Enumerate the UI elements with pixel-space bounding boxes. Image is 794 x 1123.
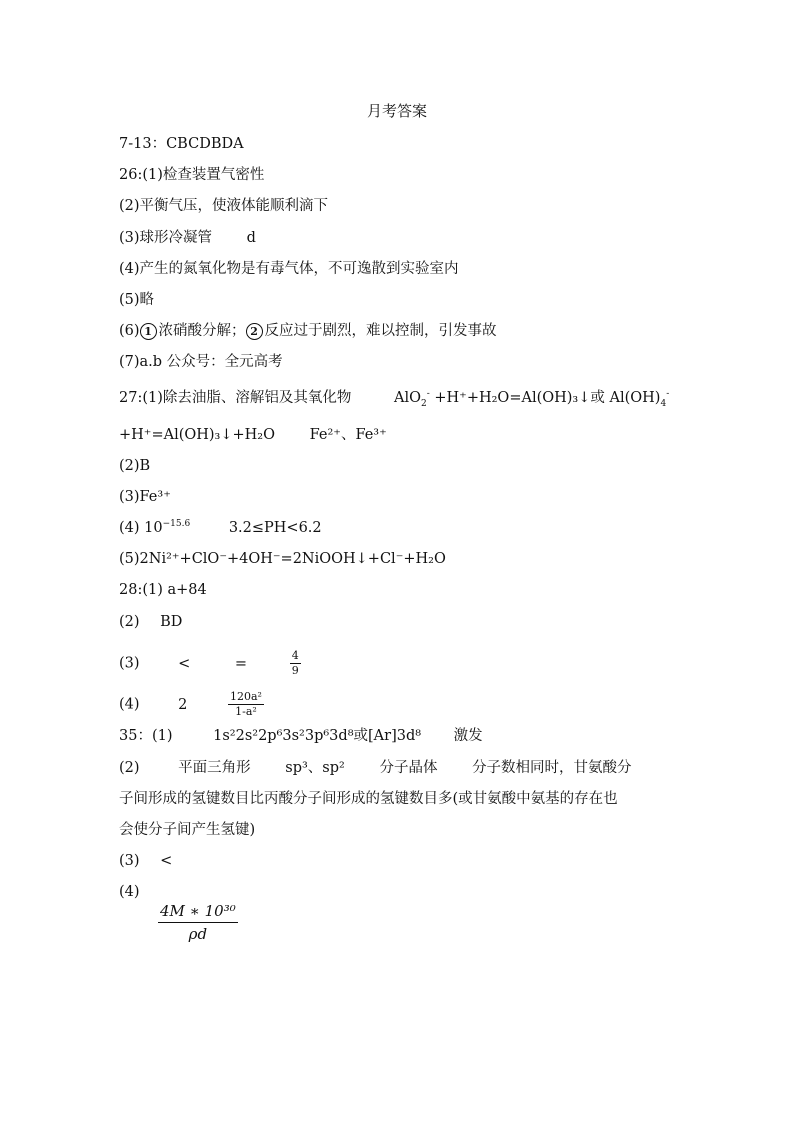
q35-2-hybridization: sp³、sp² bbox=[285, 760, 345, 776]
fraction-numerator: 4 bbox=[291, 649, 299, 662]
q35-2-explanation: 分子数相同时，甘氨酸分 bbox=[472, 760, 632, 776]
q35-line2 bbox=[119, 758, 632, 778]
q28-line2 bbox=[119, 612, 182, 632]
q27-line5 bbox=[119, 518, 322, 538]
q27-4-ph-range: 3.2≤PH<6.2 bbox=[228, 520, 322, 536]
q26-line2: (2)平衡气压，使液体能顺利滴下 bbox=[119, 198, 329, 214]
q28-line3 bbox=[119, 649, 301, 678]
q27-line2 bbox=[119, 425, 387, 445]
q35-2-crystal-type: 分子晶体 bbox=[379, 760, 438, 776]
q26-line7: (7)a.b 公众号：全元高考 bbox=[119, 354, 283, 370]
q28-3-fraction bbox=[290, 649, 301, 678]
q27-1-eq2: +H⁺=Al(OH)₃↓+H₂O bbox=[119, 427, 276, 443]
q28-3-label: (3) bbox=[119, 655, 140, 672]
q28-4-label: (4) bbox=[119, 696, 140, 713]
q35-3-label: (3) bbox=[119, 853, 140, 869]
q26-line4: (4)产生的氮氧化物是有毒气体，不可逸散到实验室内 bbox=[119, 261, 459, 277]
q28-line1: 28:(1) a+84 bbox=[119, 582, 207, 598]
q35-1-configuration: 1s²2s²2p⁶3s²3p⁶3d⁸或[Ar]3d⁸ bbox=[213, 728, 422, 744]
q27-line3: (2)B bbox=[119, 458, 151, 474]
q26-6-reason1: 浓硝酸分解； bbox=[158, 323, 246, 339]
q26-line5: (5)略 bbox=[119, 292, 155, 308]
q27-1-answer: 27:(1)除去油脂、溶解铝及其氧化物 bbox=[119, 390, 352, 406]
q27-1-eq1: +H⁺+H₂O=Al(OH)₃↓或 Al(OH) bbox=[434, 390, 661, 406]
q26-3-answer: (3)球形冷凝管 bbox=[119, 230, 213, 246]
fraction-denominator: 9 bbox=[291, 664, 299, 677]
formula-denominator: ρd bbox=[188, 925, 208, 943]
q35-2-geometry: 平面三角形 bbox=[178, 760, 251, 776]
q35-line4: 会使分子间产生氢键) bbox=[119, 822, 256, 838]
q28-4-fraction bbox=[228, 690, 264, 719]
q35-2-label: (2) bbox=[119, 760, 140, 776]
q26-6-reason2: 反应过于剧烈，难以控制，引发事故 bbox=[264, 323, 497, 339]
circled-number-1: 1 bbox=[140, 323, 157, 340]
page-title: 月考答案 bbox=[366, 102, 427, 120]
q26-6-label: (6) bbox=[119, 323, 140, 339]
q27-4-exponent: −15.6 bbox=[162, 519, 191, 530]
q26-line3 bbox=[119, 228, 256, 248]
q28-2-answer: BD bbox=[160, 614, 183, 630]
fraction-numerator: 120a² bbox=[230, 690, 262, 703]
q35-line5 bbox=[119, 851, 172, 871]
formula-numerator: 4M ∗ 10³⁰ bbox=[158, 902, 238, 923]
q26-3-choice: d bbox=[246, 230, 256, 246]
q28-2-label: (2) bbox=[119, 614, 140, 630]
q27-4-ksp: (4) 10 bbox=[119, 520, 163, 536]
q26-line1: 26:(1)检查装置气密性 bbox=[119, 167, 265, 183]
fraction-denominator: 1-a² bbox=[235, 705, 257, 718]
q28-3-answer-b: = bbox=[234, 655, 248, 672]
q35-1-label: 35：(1) bbox=[119, 728, 173, 744]
q28-4-answer: 2 bbox=[178, 696, 188, 713]
q27-line6: (5)2Ni²⁺+ClO⁻+4OH⁻=2NiOOH↓+Cl⁻+H₂O bbox=[119, 551, 446, 567]
q27-line1: 27:(1)除去油脂、溶解铝及其氧化物 AlO$_2$- +H⁺+H₂O=Al(OH)₃↓或 $Al(OH)_4^-$ bbox=[119, 389, 670, 409]
q35-line1 bbox=[119, 726, 483, 746]
q27-line4: (3)Fe³⁺ bbox=[119, 489, 171, 505]
q35-3-answer: < bbox=[160, 853, 173, 869]
q35-1-state: 激发 bbox=[453, 728, 483, 744]
q26-line6 bbox=[119, 321, 497, 341]
q35-4-density-formula bbox=[158, 902, 238, 943]
circled-number-2: 2 bbox=[246, 323, 263, 340]
q27-1-ions: Fe²⁺、Fe³⁺ bbox=[309, 427, 387, 443]
q28-line4 bbox=[119, 690, 264, 719]
q35-line3: 子间形成的氢键数目比丙酸分子间形成的氢键数目多(或甘氨酸中氨基的存在也 bbox=[119, 791, 618, 807]
q27-1-eq1-ion: AlO bbox=[393, 390, 421, 406]
q35-line6: (4) bbox=[119, 884, 140, 900]
q28-3-answer-a: < bbox=[178, 655, 191, 672]
answer-7-13: 7-13：CBCDBDA bbox=[119, 136, 244, 152]
